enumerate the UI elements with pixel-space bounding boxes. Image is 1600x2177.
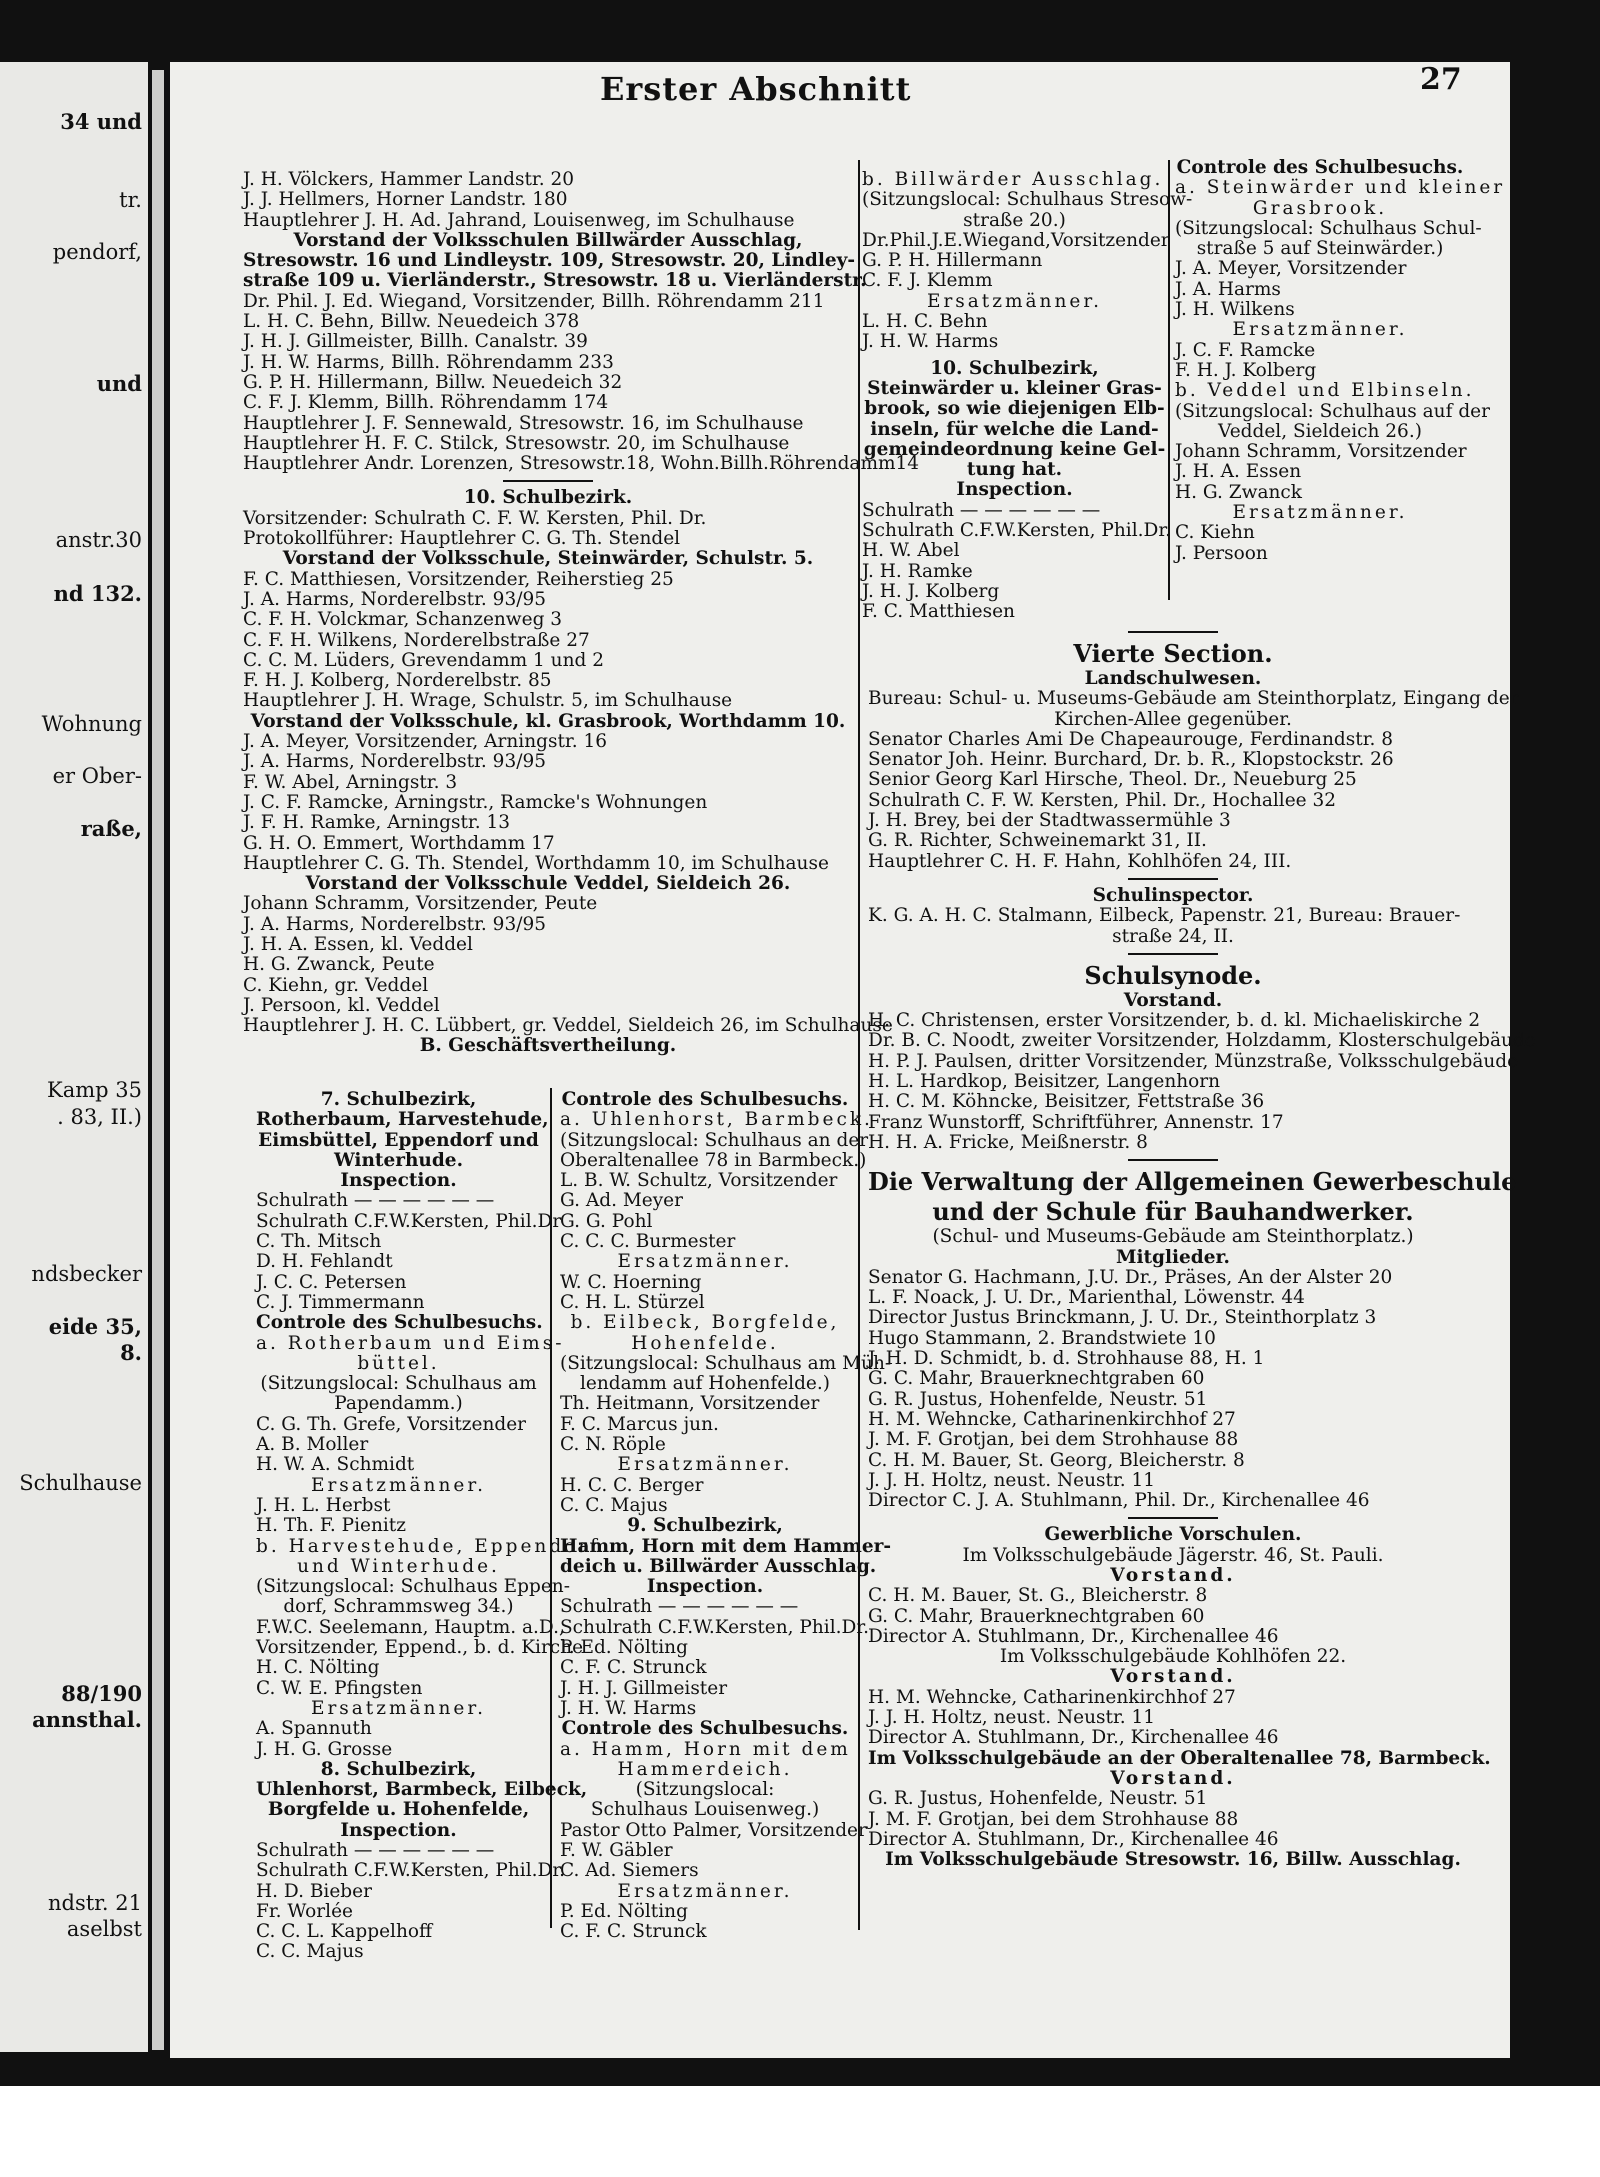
text-line: (Sitzungslocal: Schulhaus am xyxy=(260,1373,537,1395)
previous-page-fragment: 34 und xyxy=(60,109,142,134)
text-line: J. M. F. Grotjan, bei dem Strohhause 88 xyxy=(868,1429,1239,1451)
previous-page-fragment: ndstr. 21 xyxy=(48,1890,142,1915)
section-heading: und der Schule für Bauhandwerker. xyxy=(932,1197,1414,1227)
text-line: J. A. Harms, Norderelbstr. 93/95 xyxy=(243,588,546,610)
section-heading: Eimsbüttel, Eppendorf und xyxy=(258,1129,539,1151)
text-line: G. C. Mahr, Brauerknechtgraben 60 xyxy=(868,1368,1205,1390)
text-line: Senior Georg Karl Hirsche, Theol. Dr., Neueburg 25 xyxy=(868,769,1357,791)
text-line: dorf, Schrammsweg 34.) xyxy=(283,1596,514,1618)
text-line: Th. Heitmann, Vorsitzender xyxy=(560,1393,820,1415)
text-line: Ersatzmänner. xyxy=(1232,502,1408,524)
page-gutter xyxy=(152,70,164,2050)
text-line: F. W. Abel, Arningstr. 3 xyxy=(243,771,458,793)
text-line: C. C. L. Kappelhoff xyxy=(256,1921,433,1943)
text-line: J. C. C. Petersen xyxy=(256,1271,407,1293)
section-heading: Inspection. xyxy=(646,1576,764,1598)
text-line: Grasbrook. xyxy=(1252,197,1388,219)
text-line: J. H. W. Harms xyxy=(862,331,999,353)
text-line: H. C. Nölting xyxy=(256,1657,380,1679)
text-line: Im Volksschulgebäude an der Oberaltenallee 78, Barmbeck. xyxy=(868,1747,1491,1769)
text-line: Schulrath C.F.W.Kersten, Phil.Dr. xyxy=(560,1616,870,1638)
previous-page-fragment: pendorf, xyxy=(52,240,142,264)
text-line: Im Volksschulgebäude Jägerstr. 46, St. Pauli. xyxy=(962,1544,1384,1566)
section-rule xyxy=(1128,1517,1218,1519)
column-divider xyxy=(858,160,860,1930)
text-line: Ersatzmänner. xyxy=(1232,319,1408,341)
text-line: P. Ed. Nölting xyxy=(560,1637,688,1659)
section-heading: brook, so wie diejenigen Elb- xyxy=(864,398,1165,420)
text-line: Schulrath — — — — — — xyxy=(256,1190,495,1212)
text-line: b. Eilbeck, Borgfelde, xyxy=(570,1312,840,1334)
text-line: J. H. L. Herbst xyxy=(256,1494,391,1516)
section-heading: Vorstand. xyxy=(1110,1767,1236,1789)
text-line: Ersatzmänner. xyxy=(310,1697,487,1719)
text-line: H. Th. F. Pienitz xyxy=(256,1515,406,1537)
text-line: C. F. C. Strunck xyxy=(560,1921,707,1943)
text-line: G. R. Justus, Hohenfelde, Neustr. 51 xyxy=(868,1788,1208,1810)
text-line: J. C. F. Ramcke xyxy=(1175,339,1316,361)
text-line: L. H. C. Behn xyxy=(862,311,988,333)
previous-page-fragment: er Ober- xyxy=(52,764,142,788)
text-line: W. C. Hoerning xyxy=(560,1271,702,1293)
text-line: C. H. M. Bauer, St. G., Bleicherstr. 8 xyxy=(868,1585,1208,1607)
text-line: J. H. D. Schmidt, b. d. Strohhause 88, H. 1 xyxy=(868,1348,1265,1370)
text-line: G. R. Justus, Hohenfelde, Neustr. 51 xyxy=(868,1388,1208,1410)
text-line: F. W. Gäbler xyxy=(560,1839,673,1861)
text-line: G. P. H. Hillermann, Billw. Neuedeich 32 xyxy=(243,371,623,393)
text-line: C. N. Röple xyxy=(560,1434,666,1456)
text-line: H. M. Wehncke, Catharinenkirchhof 27 xyxy=(868,1686,1236,1708)
text-line: (Sitzungslocal: Schulhaus auf der xyxy=(1175,400,1490,422)
text-line: Ersatzmänner. xyxy=(926,290,1103,312)
text-line: Im Volksschulgebäude Kohlhöfen 22. xyxy=(999,1646,1347,1668)
previous-page-fragment: aselbst xyxy=(66,1916,142,1941)
section-heading: Winterhude. xyxy=(333,1149,464,1171)
text-line: J. H. J. Gillmeister, Billh. Canalstr. 39 xyxy=(243,331,588,353)
text-line: J. A. Meyer, Vorsitzender xyxy=(1175,258,1407,280)
section-heading: Steinwärder u. kleiner Gras- xyxy=(867,377,1162,399)
text-line: straße 20.) xyxy=(963,209,1066,231)
text-line: Papendamm.) xyxy=(334,1393,463,1415)
text-line: Vorsitzender, Eppend., b. d. Kirche xyxy=(256,1637,584,1659)
section-heading: Mitglieder. xyxy=(1115,1246,1230,1268)
text-line: straße 5 auf Steinwärder.) xyxy=(1196,238,1444,260)
text-line: C. H. L. Stürzel xyxy=(560,1291,705,1313)
text-line: J. A. Harms xyxy=(1175,278,1281,300)
text-line: Hauptlehrer J. F. Sennewald, Stresowstr. 16, im Schulhause xyxy=(243,412,804,434)
section-heading: Vorstand. xyxy=(1110,1564,1236,1586)
text-line: Hohenfelde. xyxy=(631,1332,779,1354)
text-line: J. A. Harms, Norderelbstr. 93/95 xyxy=(243,751,546,773)
text-line: Dr.Phil.J.E.Wiegand,Vorsitzender xyxy=(862,229,1170,251)
section-heading: Vorstand der Volksschule, Steinwärder, Schulstr. 5. xyxy=(282,548,814,570)
previous-page-fragment: ndsbecker xyxy=(31,1261,142,1286)
text-line: (Sitzungslocal: Schulhaus an der xyxy=(560,1129,869,1151)
text-line: Ersatzmänner. xyxy=(617,1880,793,1902)
previous-page-fragment: . 83, II.) xyxy=(57,1104,142,1129)
text-line: C. J. Timmermann xyxy=(256,1291,425,1313)
section-heading: Gewerbliche Vorschulen. xyxy=(1044,1524,1302,1546)
text-line: C. F. C. Strunck xyxy=(560,1657,707,1679)
previous-page-fragment: und xyxy=(96,371,142,396)
text-line: Ersatzmänner. xyxy=(310,1474,487,1496)
text-line: a. Steinwärder und kleiner xyxy=(1175,177,1506,199)
text-line: H. W. A. Schmidt xyxy=(256,1454,415,1476)
text-line: Senator G. Hachmann, J.U. Dr., Präses, An der Alster 20 xyxy=(868,1266,1393,1288)
text-line: a. Uhlenhorst, Barmbeck. xyxy=(560,1109,873,1131)
text-line: C. Kiehn, gr. Veddel xyxy=(243,974,429,996)
section-heading: Schulsynode. xyxy=(1084,960,1262,990)
text-line: C. C. Majus xyxy=(256,1941,364,1963)
text-line: Kirchen-Allee gegenüber. xyxy=(1054,708,1292,730)
text-line: D. H. Fehlandt xyxy=(256,1251,393,1273)
section-heading: Landschulwesen. xyxy=(1084,668,1262,689)
text-line: A. B. Moller xyxy=(256,1434,369,1456)
text-line: Ersatzmänner. xyxy=(617,1454,793,1476)
text-line: Hauptlehrer C. G. Th. Stendel, Worthdamm 10, im Schulhause xyxy=(243,852,829,874)
section-heading: Hamm, Horn mit dem Hammer- xyxy=(560,1535,892,1557)
previous-page-fragment: tr. xyxy=(119,187,142,212)
text-line: Schulrath — — — — — — xyxy=(862,499,1101,521)
text-line: C. G. Th. Grefe, Vorsitzender xyxy=(256,1413,527,1435)
text-line: C. C. M. Lüders, Grevendamm 1 und 2 xyxy=(243,649,605,671)
section-heading: Inspection. xyxy=(340,1170,457,1192)
text-line: (Sitzungslocal: Schulhaus Schul- xyxy=(1175,217,1482,239)
text-line: Hauptlehrer Andr. Lorenzen, Stresowstr.18, Wohn.Billh.Röhrendamm14 xyxy=(243,453,920,475)
previous-page-margin xyxy=(0,62,148,2052)
previous-page-fragment: nd 132. xyxy=(53,580,142,606)
text-line: K. G. A. H. C. Stalmann, Eilbeck, Papenstr. 21, Bureau: Brauer- xyxy=(868,905,1461,927)
text-line: Director C. J. A. Stuhlmann, Phil. Dr., Kirchenallee 46 xyxy=(868,1490,1370,1512)
text-line: Hammerdeich. xyxy=(617,1758,793,1780)
text-line: P. Ed. Nölting xyxy=(560,1900,688,1922)
section-rule xyxy=(1128,631,1218,633)
previous-page-fragment: 8. xyxy=(120,1340,142,1366)
text-line: J. H. A. Essen xyxy=(1175,461,1302,483)
section-rule xyxy=(503,480,593,482)
section-heading: Controle des Schulbesuchs. xyxy=(256,1312,543,1334)
text-line: büttel. xyxy=(357,1352,440,1374)
text-line: Franz Wunstorff, Schriftführer, Annenstr. 17 xyxy=(868,1111,1284,1133)
text-line: Senator Joh. Heinr. Burchard, Dr. b. R., Klopstockstr. 26 xyxy=(868,749,1394,771)
text-line: J. M. F. Grotjan, bei dem Strohhause 88 xyxy=(868,1808,1239,1830)
section-heading: Controle des Schulbesuchs. xyxy=(561,1718,849,1740)
section-heading: tung hat. xyxy=(966,459,1063,481)
section-heading: 8. Schulbezirk, xyxy=(320,1758,477,1780)
text-line: H. M. Wehncke, Catharinenkirchhof 27 xyxy=(868,1408,1236,1430)
text-line: F. H. J. Kolberg xyxy=(1175,359,1317,381)
text-line: C. C. C. Burmester xyxy=(560,1231,736,1253)
text-line: C. Ad. Siemers xyxy=(560,1860,699,1882)
section-heading: 7. Schulbezirk, xyxy=(320,1089,477,1110)
text-line: G. P. H. Hillermann xyxy=(862,250,1043,272)
text-line: H. C. M. Köhncke, Beisitzer, Fettstraße 36 xyxy=(868,1091,1265,1113)
text-line: J. H. Völckers, Hammer Landstr. 20 xyxy=(243,169,575,190)
text-line: H. D. Bieber xyxy=(256,1880,372,1902)
section-heading: Controle des Schulbesuchs. xyxy=(561,1089,849,1110)
text-line: J. Persoon xyxy=(1175,542,1268,564)
top-right-column xyxy=(1175,157,1506,564)
section-heading: gemeindeordnung keine Gel- xyxy=(863,438,1166,460)
text-line: Protokollführer: Hauptlehrer C. G. Th. Stendel xyxy=(243,528,681,550)
text-line: H. W. Abel xyxy=(862,540,960,562)
text-line: J. H. A. Essen, kl. Veddel xyxy=(243,933,473,955)
previous-page-fragment: 88/190 xyxy=(61,1681,142,1706)
column-divider xyxy=(1168,160,1170,600)
text-line: Schulrath — — — — — — xyxy=(560,1596,799,1618)
text-line: Dr. B. C. Noodt, zweiter Vorsitzender, Holzdamm, Klosterschulgebäude xyxy=(868,1030,1536,1052)
section-rule xyxy=(1128,953,1218,955)
text-line: Hauptlehrer H. F. C. Stilck, Stresowstr. 20, im Schulhause xyxy=(243,432,790,454)
previous-page-fragment: annsthal. xyxy=(32,1707,142,1733)
section-heading: Rotherbaum, Harvestehude, xyxy=(256,1109,549,1131)
text-line: J. J. H. Holtz, neust. Neustr. 11 xyxy=(868,1707,1156,1729)
text-line: Schulrath C.F.W.Kersten, Phil.Dr. xyxy=(256,1860,566,1882)
text-line: H. C. Christensen, erster Vorsitzender, b. d. kl. Michaeliskirche 2 xyxy=(868,1010,1481,1032)
text-line: (Sitzungslocal: Schulhaus am Müh- xyxy=(560,1352,892,1374)
text-line: J. H. J. Kolberg xyxy=(862,580,1000,602)
text-line: C. C. Majus xyxy=(560,1494,668,1516)
text-line: Schulhaus Louisenweg.) xyxy=(590,1799,820,1821)
text-line: Hugo Stammann, 2. Brandstwiete 10 xyxy=(868,1327,1216,1349)
text-line: Stresowstr. 16 und Lindleystr. 109, Stresowstr. 20, Lindley- xyxy=(243,250,856,272)
previous-page-fragment: Wohnung xyxy=(41,711,142,736)
text-line: L. F. Noack, J. U. Dr., Marienthal, Löwenstr. 44 xyxy=(868,1287,1305,1309)
text-line: Schulrath C.F.W.Kersten, Phil.Dr. xyxy=(862,520,1172,542)
section-heading: Vorstand der Volksschulen Billwärder Ausschlag, xyxy=(293,229,803,251)
text-line: Ersatzmänner. xyxy=(617,1251,793,1273)
section-heading: Borgfelde u. Hohenfelde, xyxy=(267,1799,530,1821)
lower-left-column xyxy=(256,1089,600,1963)
section-rule xyxy=(1128,1159,1218,1161)
text-line: J. A. Harms, Norderelbstr. 93/95 xyxy=(243,913,546,935)
text-line: F. C. Matthiesen xyxy=(862,601,1015,623)
text-line: Johann Schramm, Vorsitzender, Peute xyxy=(243,893,598,915)
text-line: H. P. J. Paulsen, dritter Vorsitzender, Münzstraße, Volksschulgebäude xyxy=(868,1050,1519,1072)
text-line: straße 109 u. Vierländerstr., Stresowstr. 18 u. Vierländerstr. xyxy=(243,270,867,292)
previous-page-fragment: anstr.30 xyxy=(55,528,142,553)
section-heading: 10. Schulbezirk, xyxy=(930,357,1099,379)
text-line: G. C. Mahr, Brauerknechtgraben 60 xyxy=(868,1605,1205,1627)
text-line: C. F. H. Wilkens, Norderelbstraße 27 xyxy=(243,629,590,651)
text-line: H. L. Hardkop, Beisitzer, Langenhorn xyxy=(868,1071,1221,1093)
text-line: Schulrath C. F. W. Kersten, Phil. Dr., Hochallee 32 xyxy=(868,789,1337,811)
text-line: C. W. E. Pfingsten xyxy=(256,1677,423,1699)
text-line: H. H. A. Fricke, Meißnerstr. 8 xyxy=(868,1131,1148,1153)
text-line: (Sitzungslocal: xyxy=(635,1779,775,1801)
text-line: F. H. J. Kolberg, Norderelbstr. 85 xyxy=(243,670,552,692)
text-line: Veddel, Sieldeich 26.) xyxy=(1218,420,1422,442)
section-heading: Schulinspector. xyxy=(1092,884,1254,906)
section-heading: Vorstand der Volksschule Veddel, Sieldeich 26. xyxy=(305,873,791,895)
text-line: Bureau: Schul- u. Museums-Gebäude am Steinthorplatz, Eingang der xyxy=(868,688,1519,710)
text-line: Director A. Stuhlmann, Dr., Kirchenallee 46 xyxy=(868,1828,1279,1850)
text-line: b. Veddel und Elbinseln. xyxy=(1175,380,1475,402)
section-heading: deich u. Billwärder Ausschlag. xyxy=(560,1555,877,1577)
text-line: b. Harvestehude, Eppendorf xyxy=(256,1535,600,1557)
text-line: (Sitzungslocal: Schulhaus Stresow- xyxy=(862,189,1193,211)
text-line: Schulrath — — — — — — xyxy=(256,1839,495,1861)
text-line: G. G. Pohl xyxy=(560,1210,653,1232)
text-line: F. C. Marcus jun. xyxy=(560,1413,719,1435)
previous-page-fragment: eide 35, xyxy=(48,1314,142,1340)
section-heading: Uhlenhorst, Barmbeck, Eilbeck, xyxy=(256,1779,588,1801)
text-line: (Sitzungslocal: Schulhaus Eppen- xyxy=(256,1576,570,1598)
text-line: Director A. Stuhlmann, Dr., Kirchenallee 46 xyxy=(868,1727,1279,1749)
text-line: C. H. M. Bauer, St. Georg, Bleicherstr. 8 xyxy=(868,1449,1245,1471)
text-line: J. J. H. Holtz, neust. Neustr. 11 xyxy=(868,1469,1156,1491)
text-line: C. F. J. Klemm, Billh. Röhrendamm 174 xyxy=(243,392,609,414)
section-heading: B. Geschäftsvertheilung. xyxy=(419,1035,677,1057)
text-line: lendamm auf Hohenfelde.) xyxy=(580,1373,830,1395)
text-line: G. Ad. Meyer xyxy=(560,1190,683,1212)
text-line: Hauptlehrer C. H. F. Hahn, Kohlhöfen 24, III. xyxy=(868,850,1292,872)
text-line: straße 24, II. xyxy=(1112,925,1234,947)
text-line: G. H. O. Emmert, Worthdamm 17 xyxy=(243,832,555,854)
text-line: C. Kiehn xyxy=(1175,522,1255,544)
section-heading: Inspection. xyxy=(340,1819,457,1841)
text-line: F.W.C. Seelemann, Hauptm. a.D., xyxy=(256,1616,565,1638)
text-line: Director A. Stuhlmann, Dr., Kirchenallee 46 xyxy=(868,1625,1279,1647)
section-heading: Vorstand. xyxy=(1123,989,1223,1011)
text-line: G. R. Richter, Schweinemarkt 31, II. xyxy=(868,830,1207,852)
text-line: J. H. Brey, bei der Stadtwassermühle 3 xyxy=(868,810,1231,832)
text-line: J. H. Wilkens xyxy=(1175,299,1295,321)
text-line: J. H. W. Harms, Billh. Röhrendamm 233 xyxy=(243,351,614,373)
text-line: H. C. C. Berger xyxy=(560,1474,704,1496)
text-line: Senator Charles Ami De Chapeaurouge, Ferdinandstr. 8 xyxy=(868,728,1394,750)
text-line: J. H. W. Harms xyxy=(560,1697,697,1719)
text-line: J. H. Ramke xyxy=(862,560,973,582)
section-rule xyxy=(1128,878,1218,880)
previous-page-fragment: Kamp 35 xyxy=(47,1078,142,1103)
text-line: J. H. G. Grosse xyxy=(256,1738,393,1760)
text-line: Fr. Worlée xyxy=(256,1900,353,1922)
text-line: Hauptlehrer J. H. Wrage, Schulstr. 5, im Schulhause xyxy=(243,690,733,712)
text-line: L. H. C. Behn, Billw. Neuedeich 378 xyxy=(243,311,580,333)
text-line: und Winterhude. xyxy=(297,1555,500,1577)
section-heading: inseln, für welche die Land- xyxy=(870,418,1159,440)
text-line: a. Rotherbaum und Eims- xyxy=(256,1332,565,1354)
section-heading: Inspection. xyxy=(956,479,1073,501)
text-line: Im Volksschulgebäude Stresowstr. 16, Billw. Ausschlag. xyxy=(885,1849,1461,1871)
section-heading: 10. Schulbezirk. xyxy=(463,487,633,509)
text-line: J. H. J. Gillmeister xyxy=(560,1677,728,1699)
section-heading: Controle des Schulbesuchs. xyxy=(1176,157,1464,178)
text-line: C. Th. Mitsch xyxy=(256,1231,382,1253)
text-line: J. A. Meyer, Vorsitzender, Arningstr. 16 xyxy=(243,731,608,753)
text-line: Schulrath C.F.W.Kersten, Phil.Dr xyxy=(256,1210,562,1232)
section-heading: Vorstand. xyxy=(1110,1666,1236,1688)
page-number: 27 xyxy=(1420,62,1462,97)
text-line: Pastor Otto Palmer, Vorsitzender xyxy=(560,1819,867,1841)
text-line: Vorsitzender: Schulrath C. F. W. Kersten, Phil. Dr. xyxy=(243,507,707,529)
text-line: Hauptlehrer J. H. C. Lübbert, gr. Veddel, Sieldeich 26, im Schulhause xyxy=(243,1015,893,1037)
text-line: Hauptlehrer J. H. Ad. Jahrand, Louisenweg, im Schulhause xyxy=(243,209,795,231)
text-line: (Schul- und Museums-Gebäude am Steinthorplatz.) xyxy=(932,1226,1414,1248)
text-line: a. Hamm, Horn mit dem xyxy=(560,1738,851,1760)
text-line: L. B. W. Schultz, Vorsitzender xyxy=(560,1170,838,1192)
text-line: Johann Schramm, Vorsitzender xyxy=(1175,441,1467,463)
text-line: A. Spannuth xyxy=(256,1718,372,1740)
column-divider xyxy=(550,1088,552,1928)
text-line: F. C. Matthiesen, Vorsitzender, Reiherstieg 25 xyxy=(243,568,674,590)
page-header-title: Erster Abschnitt xyxy=(600,70,912,108)
lower-middle-column xyxy=(560,1089,892,1943)
text-line: J. C. F. Ramcke, Arningstr., Ramcke's Wohnungen xyxy=(243,791,708,813)
text-line: Oberaltenallee 78 in Barmbeck.) xyxy=(560,1149,867,1171)
text-line: Dr. Phil. J. Ed. Wiegand, Vorsitzender, Billh. Röhrendamm 211 xyxy=(243,290,825,312)
text-line: Director Justus Brinckmann, J. U. Dr., Steinthorplatz 3 xyxy=(868,1307,1377,1329)
previous-page-fragment: Schulhause xyxy=(19,1471,142,1496)
section-heading: Vorstand der Volksschule, kl. Grasbrook, Worthdamm 10. xyxy=(250,710,846,732)
text-line: C. F. J. Klemm xyxy=(862,270,993,292)
section-heading: Die Verwaltung der Allgemeinen Gewerbeschule xyxy=(868,1167,1517,1197)
text-line: H. G. Zwanck xyxy=(1175,481,1302,503)
text-line: H. G. Zwanck, Peute xyxy=(243,954,435,976)
text-line: J. J. Hellmers, Horner Landstr. 180 xyxy=(243,189,568,211)
top-middle-column xyxy=(862,169,1193,623)
text-line: J. F. H. Ramke, Arningstr. 13 xyxy=(243,812,511,834)
text-line: J. Persoon, kl. Veddel xyxy=(243,994,440,1016)
section-heading: Vierte Section. xyxy=(1073,639,1273,668)
lower-right-column xyxy=(868,625,1536,1871)
text-line: b. Billwärder Ausschlag. xyxy=(862,169,1164,190)
section-heading: 9. Schulbezirk, xyxy=(627,1515,783,1537)
previous-page-fragment: raße, xyxy=(80,816,142,842)
text-line: C. F. H. Volckmar, Schanzenweg 3 xyxy=(243,609,563,631)
